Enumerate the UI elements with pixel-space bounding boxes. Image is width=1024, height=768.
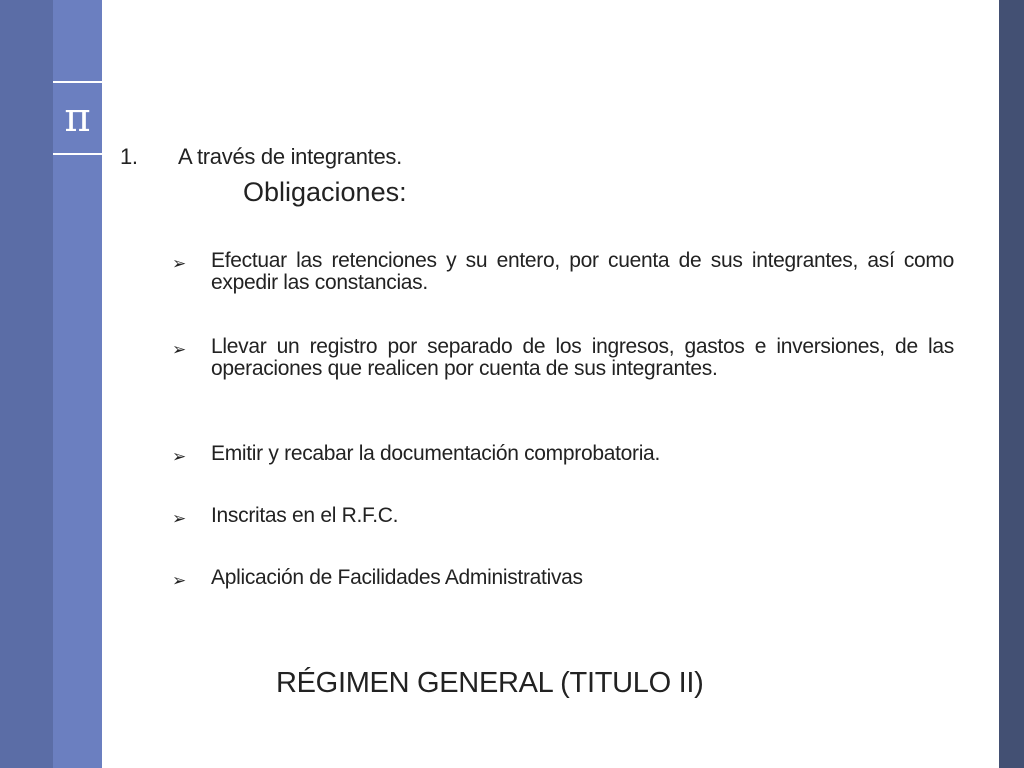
bullet-item [172,505,954,527]
arrowhead-bullet-icon: ➢ [172,447,186,467]
arrowhead-bullet-icon: ➢ [172,509,186,529]
bullet-item [172,336,954,380]
arrowhead-bullet-icon: ➢ [172,254,186,274]
bullet-text: Llevar un registro por separado de los ingresos, gastos e inversiones, de las operaciones que realicen por cuenta de sus integrantes. [211,335,954,380]
slide-footer-title: RÉGIMEN GENERAL (TITULO II) [276,667,704,699]
bullet-text: Inscritas en el R.F.C. [211,504,399,527]
list-number: 1. [120,144,138,169]
bullet-text: Efectuar las retenciones y su entero, por cuenta de sus integrantes, así como expedir las constancias. [211,249,954,294]
bullet-item [172,443,954,465]
pi-symbol-icon: π [64,95,91,141]
arrowhead-bullet-icon: ➢ [172,571,186,591]
pi-logo-box [53,81,102,155]
bullet-text: Aplicación de Facilidades Administrativas [211,566,583,589]
bullet-item [172,567,954,589]
numbered-list-item [120,144,402,170]
section-heading: Obligaciones: [243,177,407,207]
left-band-dark [0,0,53,768]
bullet-text: Emitir y recabar la documentación comprobatoria. [211,442,660,465]
arrowhead-bullet-icon: ➢ [172,340,186,360]
bullet-item [172,250,954,294]
left-divider [102,0,105,768]
right-band [999,0,1024,768]
list-item-text: A través de integrantes. [178,144,402,169]
